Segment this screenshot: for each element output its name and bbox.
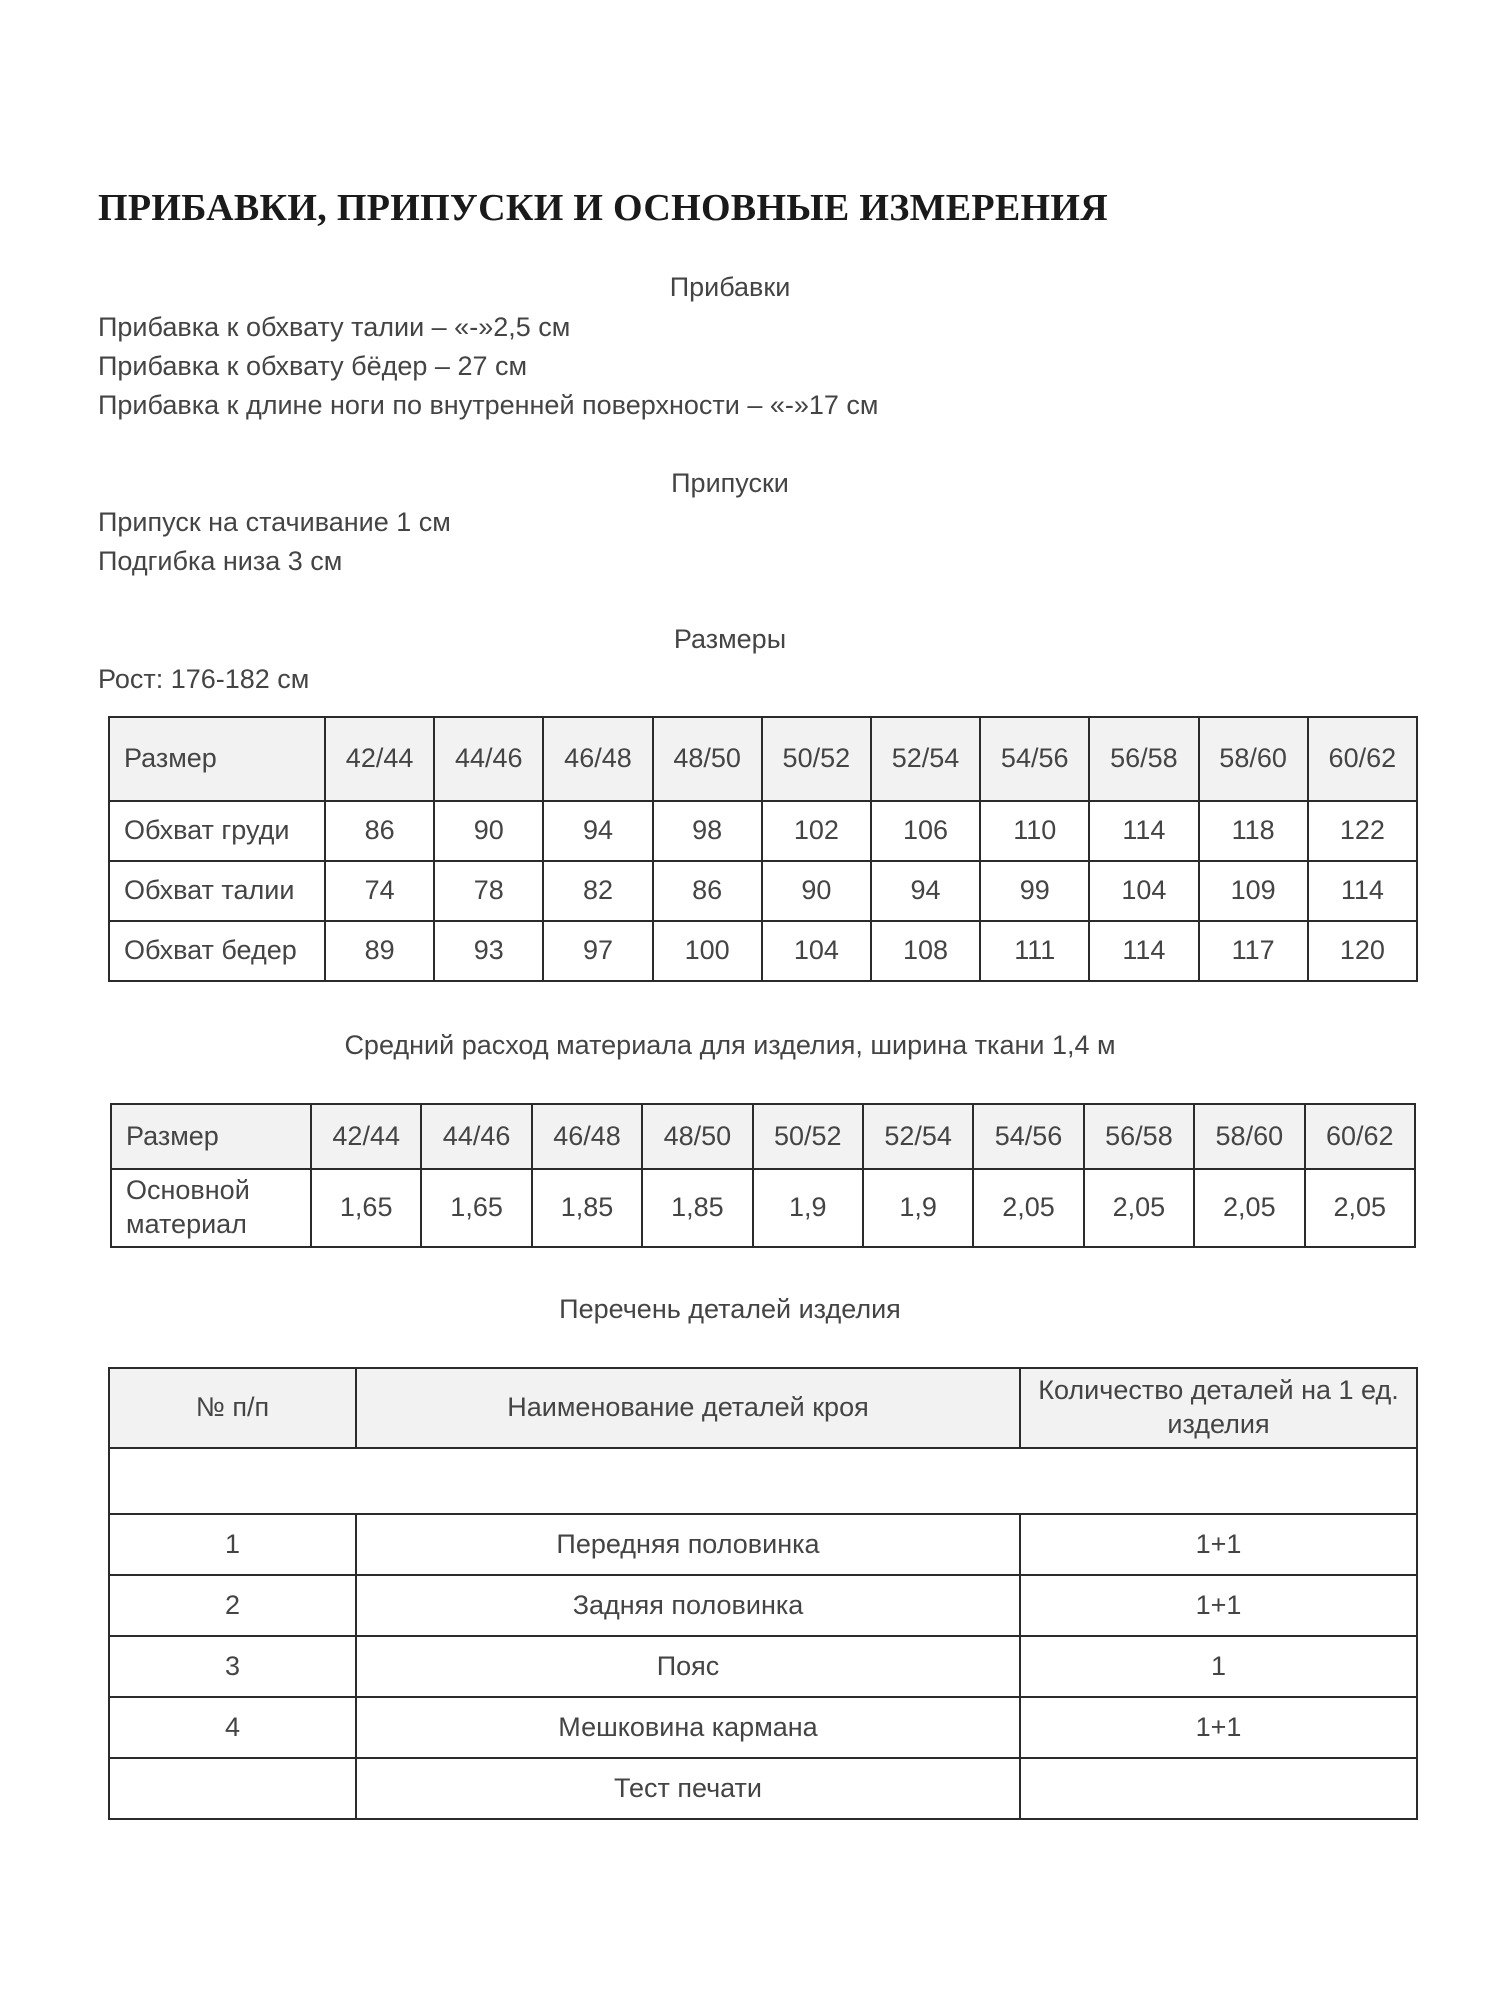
table-cell: 2,05	[1305, 1169, 1415, 1247]
header-cell: 48/50	[653, 717, 762, 801]
table-cell: 2,05	[973, 1169, 1083, 1247]
table-cell: 1,9	[753, 1169, 863, 1247]
table-cell: 2	[109, 1575, 356, 1636]
table-cell	[1020, 1758, 1417, 1819]
header-cell: 42/44	[325, 717, 434, 801]
table-cell: 78	[434, 861, 543, 921]
table-header-row	[109, 717, 1417, 801]
row-label: Обхват груди	[109, 801, 325, 861]
table-cell: 1	[1020, 1636, 1417, 1697]
table-cell: 1+1	[1020, 1514, 1417, 1575]
table-cell: 2,05	[1084, 1169, 1194, 1247]
table-row	[109, 1514, 1417, 1575]
header-cell: Размер	[111, 1104, 311, 1169]
table-cell: 120	[1308, 921, 1417, 981]
table-row	[111, 1169, 1415, 1247]
header-cell: 58/60	[1199, 717, 1308, 801]
table-cell: 89	[325, 921, 434, 981]
row-label-line: Основной	[126, 1175, 250, 1206]
table-cell: 108	[871, 921, 980, 981]
header-cell: Размер	[109, 717, 325, 801]
table-cell: 1	[109, 1514, 356, 1575]
table-cell	[109, 1758, 356, 1819]
allowance-line: Прибавка к длине ноги по внутренней поверхности – «-»17 см	[98, 390, 879, 420]
table-cell: 86	[653, 861, 762, 921]
table-cell: 114	[1089, 921, 1198, 981]
table-row	[109, 921, 1417, 981]
table-cell: 90	[762, 861, 871, 921]
table-cell: 117	[1199, 921, 1308, 981]
table-row	[109, 1697, 1417, 1758]
table-cell: Тест печати	[356, 1758, 1020, 1819]
table-cell: 3	[109, 1636, 356, 1697]
table-cell: 1+1	[1020, 1575, 1417, 1636]
allowances-heading: Прибавки	[669, 272, 791, 302]
details-table	[108, 1367, 1418, 1820]
sizes-table	[108, 716, 1418, 982]
table-cell: 1,85	[532, 1169, 642, 1247]
details-heading: Перечень деталей изделия	[559, 1294, 901, 1324]
header-cell: 52/54	[871, 717, 980, 801]
header-cell: 50/52	[753, 1104, 863, 1169]
table-cell: 98	[653, 801, 762, 861]
table-cell: 104	[762, 921, 871, 981]
table-header-row	[111, 1104, 1415, 1169]
header-cell: 54/56	[973, 1104, 1083, 1169]
table-cell: 1,65	[311, 1169, 421, 1247]
table-cell: 4	[109, 1697, 356, 1758]
table-cell: 90	[434, 801, 543, 861]
table-cell: 94	[543, 801, 652, 861]
table-cell: 111	[980, 921, 1089, 981]
header-cell: 44/46	[421, 1104, 531, 1169]
table-cell: 1,65	[421, 1169, 531, 1247]
table-cell: 122	[1308, 801, 1417, 861]
allowance-line: Прибавка к обхвату бёдер – 27 см	[98, 351, 528, 381]
table-header-row	[109, 1368, 1417, 1448]
header-cell: 56/58	[1084, 1104, 1194, 1169]
row-label: Обхват талии	[109, 861, 325, 921]
table-cell: 74	[325, 861, 434, 921]
header-cell: 60/62	[1305, 1104, 1415, 1169]
table-cell: Пояс	[356, 1636, 1020, 1697]
header-cell: 56/58	[1089, 717, 1198, 801]
table-row	[109, 1448, 1417, 1514]
header-cell: 60/62	[1308, 717, 1417, 801]
table-cell: 104	[1089, 861, 1198, 921]
seams-heading: Припуски	[671, 468, 789, 498]
row-label-line: материал	[126, 1209, 247, 1239]
header-cell: 48/50	[642, 1104, 752, 1169]
table-cell: 93	[434, 921, 543, 981]
header-cell: № п/п	[109, 1368, 356, 1448]
table-cell: 114	[1308, 861, 1417, 921]
row-label	[111, 1169, 311, 1247]
header-cell: Количество деталей на 1 ед. изделия	[1020, 1368, 1417, 1448]
header-cell: 54/56	[980, 717, 1089, 801]
table-row	[109, 1758, 1417, 1819]
header-cell: 46/48	[532, 1104, 642, 1169]
empty-row-cell	[109, 1448, 1417, 1514]
header-cell: 58/60	[1194, 1104, 1304, 1169]
table-cell: Задняя половинка	[356, 1575, 1020, 1636]
table-cell: 94	[871, 861, 980, 921]
seam-line: Припуск на стачивание 1 см	[98, 507, 451, 537]
header-cell: 50/52	[762, 717, 871, 801]
table-row	[109, 801, 1417, 861]
row-label: Обхват бедер	[109, 921, 325, 981]
table-cell: Мешковина кармана	[356, 1697, 1020, 1758]
header-cell: 42/44	[311, 1104, 421, 1169]
allowance-line: Прибавка к обхвату талии – «-»2,5 см	[98, 312, 571, 342]
table-cell: 82	[543, 861, 652, 921]
table-row	[109, 1575, 1417, 1636]
table-cell: 118	[1199, 801, 1308, 861]
material-table	[110, 1103, 1416, 1248]
material-heading: Средний расход материала для изделия, ширина ткани 1,4 м	[344, 1030, 1116, 1060]
table-cell: 110	[980, 801, 1089, 861]
table-cell: 2,05	[1194, 1169, 1304, 1247]
header-cell: 44/46	[434, 717, 543, 801]
header-cell: 46/48	[543, 717, 652, 801]
table-cell: 102	[762, 801, 871, 861]
table-cell: 1,9	[863, 1169, 973, 1247]
table-cell: 86	[325, 801, 434, 861]
seam-line: Подгибка низа 3 см	[98, 546, 343, 576]
table-cell: 1+1	[1020, 1697, 1417, 1758]
table-row	[109, 1636, 1417, 1697]
table-cell: 97	[543, 921, 652, 981]
table-cell: 1,85	[642, 1169, 752, 1247]
table-cell: Передняя половинка	[356, 1514, 1020, 1575]
sizes-heading: Размеры	[673, 624, 787, 654]
height-line: Рост: 176-182 см	[98, 664, 310, 694]
table-cell: 114	[1089, 801, 1198, 861]
header-cell: Наименование деталей кроя	[356, 1368, 1020, 1448]
table-cell: 109	[1199, 861, 1308, 921]
table-row	[109, 861, 1417, 921]
table-cell: 100	[653, 921, 762, 981]
header-cell: 52/54	[863, 1104, 973, 1169]
table-cell: 106	[871, 801, 980, 861]
table-cell: 99	[980, 861, 1089, 921]
page-title: ПРИБАВКИ, ПРИПУСКИ И ОСНОВНЫЕ ИЗМЕРЕНИЯ	[98, 187, 1109, 229]
